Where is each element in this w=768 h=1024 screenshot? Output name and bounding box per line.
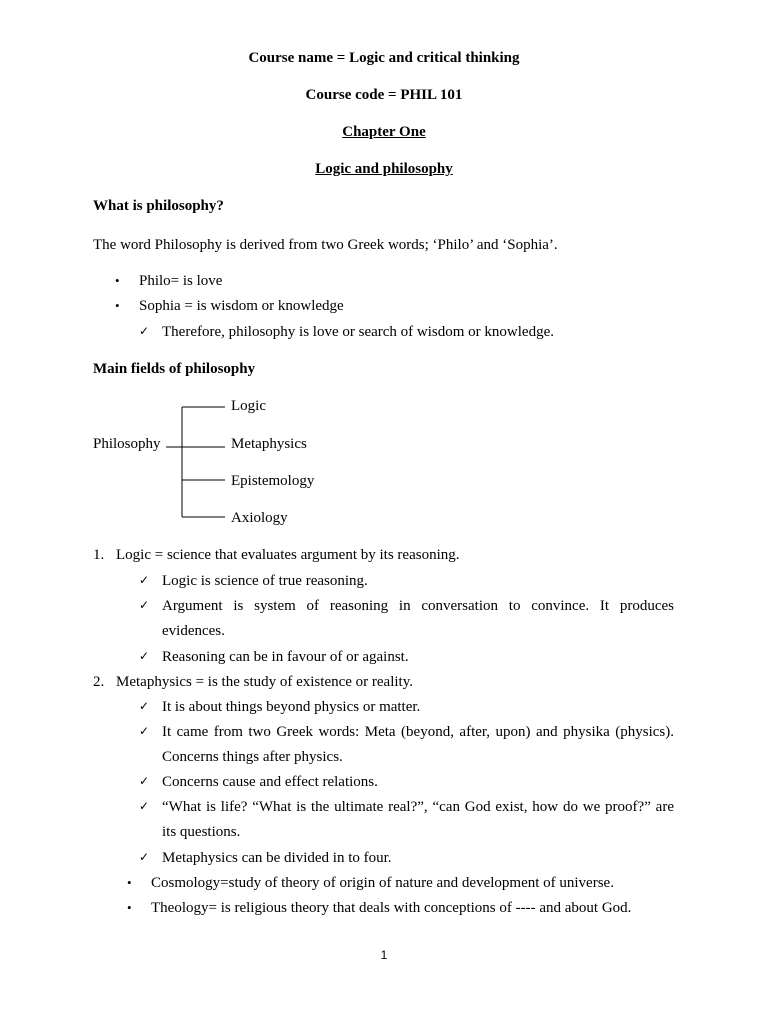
bullet-item-theology: Theology= is religious theory that deals with conceptions of ---- and about God. <box>151 900 632 916</box>
check-item-continuation: evidences. <box>162 623 225 639</box>
check-item: Concerns cause and effect relations. <box>162 774 378 790</box>
branch-label-metaphysics: Metaphysics <box>231 436 307 452</box>
check-item-continuation: its questions. <box>162 824 241 840</box>
checkmark-icon: ✓ <box>139 724 150 738</box>
bullet-icon: • <box>127 875 132 890</box>
bullet-item-cosmology: Cosmology=study of theory of origin of nature and development of universe. <box>151 875 614 891</box>
bullet-icon: • <box>115 273 120 288</box>
bullet-icon: • <box>115 298 120 313</box>
check-item: “What is life? “What is the ultimate real?”, “can God exist, how do we proof?” are <box>162 799 674 815</box>
checkmark-icon: ✓ <box>139 850 150 864</box>
intro-paragraph: The word Philosophy is derived from two Greek words; ‘Philo’ and ‘Sophia’. <box>93 237 558 253</box>
check-item: Logic is science of true reasoning. <box>162 573 368 589</box>
checkmark-icon: ✓ <box>139 699 150 713</box>
branch-label-logic: Logic <box>231 398 266 414</box>
bullet-icon: • <box>127 900 132 915</box>
branch-label-axiology: Axiology <box>231 510 288 526</box>
course-code: Course code = PHIL 101 <box>305 87 463 103</box>
check-item-therefore: Therefore, philosophy is love or search of wisdom or knowledge. <box>162 324 554 340</box>
course-name: Course name = Logic and critical thinking <box>248 50 520 66</box>
checkmark-icon: ✓ <box>139 598 150 612</box>
check-item: Metaphysics can be divided in to four. <box>162 850 392 866</box>
checkmark-icon: ✓ <box>139 799 150 813</box>
check-item-continuation: Concerns things after physics. <box>162 749 343 765</box>
branch-label-epistemology: Epistemology <box>231 473 315 489</box>
check-item: Reasoning can be in favour of or against. <box>162 649 409 665</box>
checkmark-icon: ✓ <box>139 649 150 663</box>
section-heading-fields: Main fields of philosophy <box>93 361 256 377</box>
checkmark-icon: ✓ <box>139 324 150 338</box>
bullet-item-philo: Philo= is love <box>139 273 223 289</box>
check-item: It came from two Greek words: Meta (beyond, after, upon) and physika (physics). <box>162 724 674 740</box>
chapter-title: Logic and philosophy <box>315 161 453 177</box>
list-item-metaphysics: Metaphysics = is the study of existence or reality. <box>116 674 413 690</box>
bullet-item-sophia: Sophia = is wisdom or knowledge <box>139 298 344 314</box>
list-number: 2. <box>93 674 105 690</box>
checkmark-icon: ✓ <box>139 774 150 788</box>
check-item: Argument is system of reasoning in conversation to convince. It produces <box>162 598 674 614</box>
check-item: It is about things beyond physics or matter. <box>162 699 421 715</box>
page-number: 1 <box>380 948 388 962</box>
checkmark-icon: ✓ <box>139 573 150 587</box>
list-number: 1. <box>93 547 105 563</box>
list-item-logic: Logic = science that evaluates argument by its reasoning. <box>116 547 460 563</box>
section-heading-philosophy: What is philosophy? <box>93 198 224 214</box>
diagram-root-label: Philosophy <box>93 436 161 452</box>
chapter-heading: Chapter One <box>342 124 426 140</box>
